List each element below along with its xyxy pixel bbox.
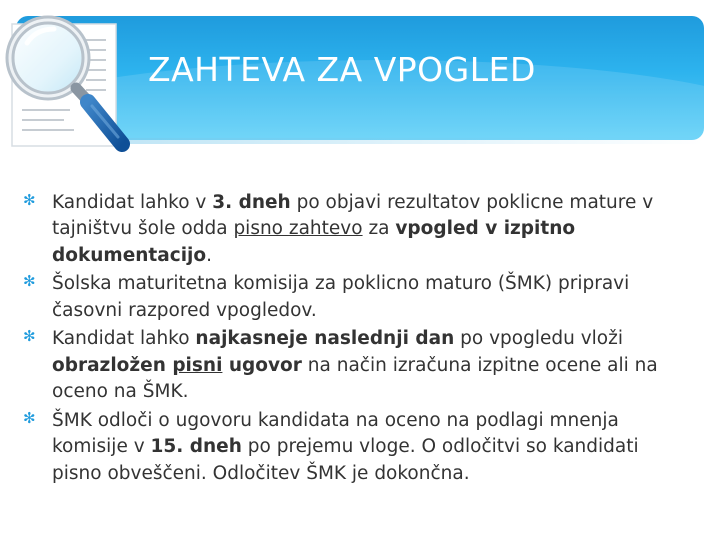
bullet-bold-text: obrazložen — [52, 354, 173, 376]
bullet-bold-text: vpogled v izpitno dokumentacijo — [52, 218, 576, 266]
bullet-text: Šolska maturitetna komisija za poklicno maturo (ŠMK) pripravi časovni razpored vpogledov. — [52, 273, 630, 321]
bullet-text: po prejemu vloge. O odločitvi so kandidati pisno obveščeni. Odločitev ŠMK je dokončna. — [52, 436, 639, 484]
asterisk-bullet-icon: ✻ — [23, 408, 36, 427]
bullet-item — [22, 408, 692, 487]
bullet-text: ŠMK odloči o ugovoru kandidata na oceno na podlagi mnenja komisije v — [52, 409, 619, 458]
asterisk-bullet-icon: ✻ — [23, 327, 36, 346]
bullet-bold-underlined-text: pisni — [172, 354, 223, 376]
bullet-underlined-text: pisno zahtevo — [233, 218, 363, 240]
asterisk-bullet-icon: ✻ — [23, 191, 36, 209]
bullet-text: . — [206, 244, 212, 266]
bullet-item — [22, 326, 692, 405]
bullet-text: po objavi rezultatov poklicne mature v tajništvu šole odda — [52, 192, 654, 240]
bullet-bold-text: 15. dneh — [150, 436, 242, 458]
bullet-bold-text: 3. dneh — [212, 192, 291, 213]
bullet-text: po vpogledu vloži — [454, 328, 623, 350]
bullet-list — [22, 190, 692, 489]
bullet-text: na način izračuna izpitne ocene ali na oceno na ŠMK. — [52, 354, 658, 403]
bullet-bold-text: najkasneje naslednji dan — [195, 328, 455, 350]
bullet-item — [22, 271, 692, 324]
magnifying-glass-document-icon — [0, 2, 140, 160]
page-title: ZAHTEVA ZA VPOGLED — [148, 50, 536, 89]
bullet-text: za — [362, 218, 396, 240]
bullet-text: Kandidat lahko — [52, 328, 196, 350]
bullet-item — [22, 190, 692, 269]
asterisk-bullet-icon: ✻ — [23, 272, 36, 291]
bullet-text: Kandidat lahko v — [52, 192, 213, 213]
bullet-bold-text: ugovor — [222, 354, 302, 376]
